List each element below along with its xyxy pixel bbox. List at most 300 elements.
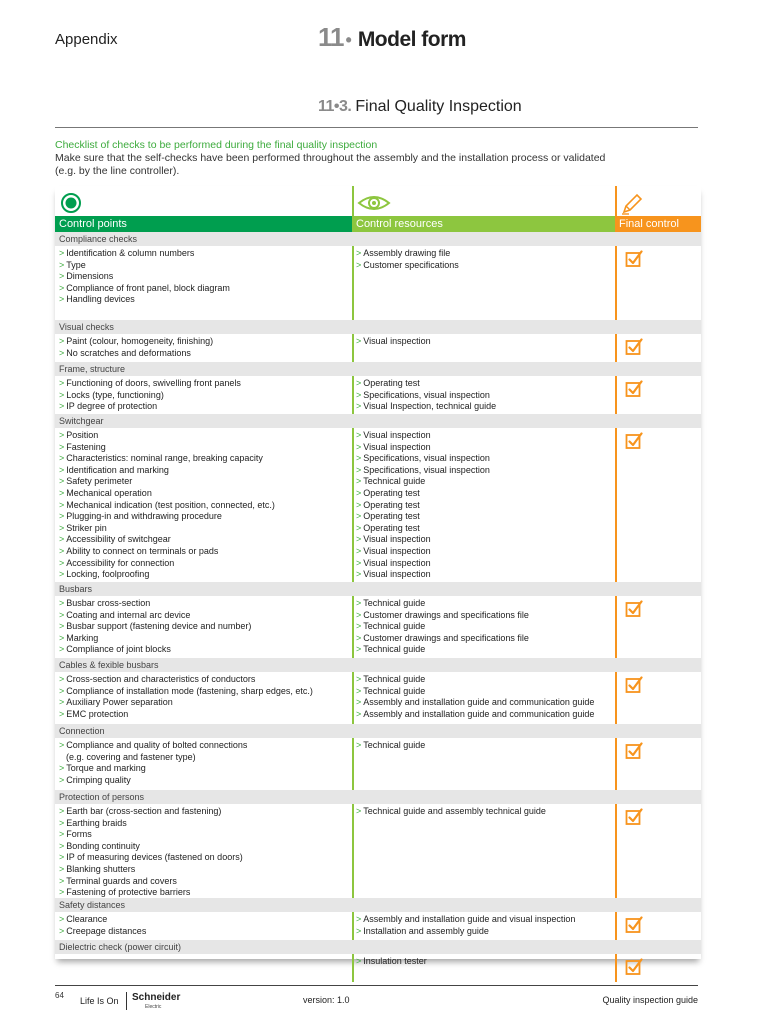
bullet-arrow-icon: > (59, 347, 65, 358)
control-point-item (59, 686, 352, 698)
chapter-dot: • (345, 30, 352, 50)
control-resource-item (356, 500, 615, 512)
table-row (55, 954, 701, 982)
category-header: Cables & fexible busbars (55, 658, 701, 672)
bullet-arrow-icon: > (356, 685, 362, 696)
final-control-cell (615, 376, 701, 414)
control-resource-text: Visual inspection (363, 441, 431, 452)
control-point-item (59, 283, 352, 295)
checkbox-checked-icon[interactable] (625, 250, 701, 272)
final-control-cell (615, 804, 701, 898)
control-resource-item (356, 390, 615, 402)
bullet-arrow-icon: > (59, 817, 65, 828)
control-resource-item (356, 686, 615, 698)
final-control-cell (615, 596, 701, 658)
checkbox-checked-icon[interactable] (625, 742, 701, 764)
bullet-arrow-icon: > (356, 569, 362, 580)
control-point-text: Compliance of joint blocks (66, 644, 171, 655)
control-point-text: Safety perimeter (66, 476, 133, 487)
control-points-cell (55, 376, 352, 414)
control-point-item (59, 806, 352, 818)
control-point-text: Coating and internal arc device (66, 609, 191, 620)
bullet-arrow-icon: > (356, 609, 362, 620)
table-header-row (55, 216, 701, 232)
final-control-cell (615, 246, 701, 320)
bullet-arrow-icon: > (356, 336, 362, 346)
bullet-arrow-icon: > (59, 674, 65, 684)
header-final-control: Final control (615, 216, 701, 232)
bullet-arrow-icon: > (59, 569, 65, 580)
control-resource-text: Installation and assembly guide (363, 925, 489, 936)
control-resource-text: Assembly and installation guide and visual inspection (363, 914, 576, 924)
control-point-text: Paint (colour, homogeneity, finishing) (66, 336, 214, 346)
control-point-text: Earthing braids (66, 817, 127, 828)
control-point-item (59, 523, 352, 535)
control-point-item (59, 488, 352, 500)
bullet-arrow-icon: > (59, 621, 65, 632)
bullet-arrow-icon: > (356, 476, 362, 487)
control-point-item (59, 926, 352, 938)
checkbox-checked-icon[interactable] (625, 338, 701, 360)
bullet-arrow-icon: > (59, 430, 65, 440)
bullet-arrow-icon: > (59, 534, 65, 545)
control-point-item (59, 336, 352, 348)
table-row (55, 376, 701, 414)
table-row (55, 246, 701, 320)
control-point-item (59, 775, 352, 787)
bullet-arrow-icon: > (356, 430, 362, 440)
control-point-item (59, 401, 352, 413)
bullet-arrow-icon: > (356, 499, 362, 510)
control-point-item (59, 610, 352, 622)
control-point-item (59, 442, 352, 454)
control-resource-text: Technical guide (363, 476, 426, 487)
control-resource-item (356, 378, 615, 390)
control-point-item (59, 852, 352, 864)
control-resource-item (356, 442, 615, 454)
bullet-arrow-icon: > (59, 282, 65, 293)
control-resource-text: Specifications, visual inspection (363, 453, 490, 464)
control-resource-text: Visual Inspection, technical guide (363, 401, 497, 412)
final-control-cell (615, 738, 701, 790)
checkbox-checked-icon[interactable] (625, 958, 701, 980)
control-resource-item (356, 740, 615, 752)
control-resource-item (356, 336, 615, 348)
control-point-item (59, 534, 352, 546)
icon-row (55, 186, 701, 216)
bullet-arrow-icon: > (59, 401, 65, 412)
control-resource-item (356, 610, 615, 622)
bullet-arrow-icon: > (59, 609, 65, 620)
control-point-item (59, 248, 352, 260)
control-point-text: Busbar cross-section (66, 598, 151, 608)
category-header: Safety distances (55, 898, 701, 912)
checkbox-checked-icon[interactable] (625, 380, 701, 402)
checkbox-checked-icon[interactable] (625, 676, 701, 698)
control-resources-icon-cell (352, 186, 615, 216)
control-resource-item (356, 488, 615, 500)
control-point-item (59, 674, 352, 686)
control-resource-item (356, 453, 615, 465)
bullet-arrow-icon: > (59, 887, 65, 898)
bullet-arrow-icon: > (356, 674, 362, 684)
control-point-text: Striker pin (66, 522, 107, 533)
table-row (55, 334, 701, 362)
category-header: Compliance checks (55, 232, 701, 246)
control-point-text: Marking (66, 632, 99, 643)
control-resource-item (356, 914, 615, 926)
control-resource-item (356, 697, 615, 709)
control-point-item (59, 752, 352, 764)
control-resource-item (356, 598, 615, 610)
control-point-text: Locks (type, functioning) (66, 389, 164, 400)
control-resource-item (356, 806, 615, 818)
bullet-arrow-icon: > (59, 487, 65, 498)
bullet-arrow-icon: > (356, 708, 362, 719)
control-resource-item (356, 674, 615, 686)
category-header: Busbars (55, 582, 701, 596)
category-header: Protection of persons (55, 790, 701, 804)
control-resource-text: Visual inspection (363, 534, 431, 545)
bullet-arrow-icon: > (59, 840, 65, 851)
control-point-text: IP of measuring devices (fastened on doors) (66, 852, 243, 863)
final-control-icon-cell (615, 186, 701, 216)
bullet-arrow-icon: > (356, 956, 362, 966)
brand-logo: Schneider (132, 992, 181, 1003)
control-resource-item (356, 260, 615, 272)
control-resource-item (356, 248, 615, 260)
intro-body-line1: Make sure that the self-checks have been performed throughout the assembly and the installation process or validated (55, 152, 606, 164)
control-point-item (59, 697, 352, 709)
control-resource-text: Technical guide (363, 598, 426, 608)
control-points-cell (55, 334, 352, 362)
bullet-arrow-icon: > (59, 259, 65, 270)
checkbox-checked-icon[interactable] (625, 916, 701, 938)
bullet-arrow-icon: > (356, 511, 362, 522)
control-point-text: Mechanical operation (66, 487, 152, 498)
bullet-arrow-icon: > (59, 914, 65, 924)
control-point-item (59, 348, 352, 360)
control-point-item (59, 763, 352, 775)
bullet-arrow-icon: > (59, 708, 65, 719)
control-point-text: Identification and marking (66, 464, 169, 475)
control-point-text: Clearance (66, 914, 108, 924)
control-resources-cell (352, 428, 615, 582)
control-resource-item (356, 430, 615, 442)
control-point-item (59, 511, 352, 523)
control-point-text: Characteristics: nominal range, breaking capacity (66, 453, 263, 464)
final-control-cell (615, 954, 701, 982)
bullet-arrow-icon: > (356, 248, 362, 258)
control-point-item (59, 644, 352, 656)
control-resources-cell (352, 334, 615, 362)
control-resource-text: Customer drawings and specifications file (363, 632, 529, 643)
control-points-cell (55, 596, 352, 658)
bullet-arrow-icon: > (59, 271, 65, 282)
bullet-arrow-icon: > (59, 925, 65, 936)
control-resource-text: Technical guide (363, 685, 426, 696)
checkbox-checked-icon[interactable] (625, 600, 701, 622)
bullet-arrow-icon: > (356, 545, 362, 556)
bullet-arrow-icon: > (59, 774, 65, 785)
bullet-arrow-icon: > (356, 389, 362, 400)
control-point-text: Forms (66, 829, 92, 840)
control-resource-item (356, 476, 615, 488)
guide-title: Quality inspection guide (602, 995, 698, 1005)
chapter-name: Model form (357, 28, 466, 51)
control-resource-item (356, 546, 615, 558)
bullet-arrow-icon: > (59, 852, 65, 863)
bullet-arrow-icon: > (356, 925, 362, 936)
control-resource-text: Visual inspection (363, 336, 431, 346)
header-control-points: Control points (55, 216, 352, 232)
control-resource-text: Customer specifications (363, 259, 459, 270)
control-resource-item (356, 956, 615, 968)
table-row (55, 596, 701, 658)
control-point-text: Ability to connect on terminals or pads (66, 545, 219, 556)
control-point-item (59, 876, 352, 888)
control-resources-cell (352, 596, 615, 658)
bullet-arrow-icon: > (59, 453, 65, 464)
control-resource-item (356, 644, 615, 656)
bullet-arrow-icon: > (59, 829, 65, 840)
control-point-text: Blanking shutters (66, 863, 136, 874)
control-point-text: Locking, foolproofing (66, 569, 150, 580)
bullet-arrow-icon: > (59, 511, 65, 522)
bullet-arrow-icon: > (59, 545, 65, 556)
control-point-item (59, 864, 352, 876)
bullet-arrow-icon: > (59, 248, 65, 258)
control-point-item (59, 378, 352, 390)
header-divider (55, 127, 698, 128)
bullet-arrow-icon: > (59, 644, 65, 655)
control-resource-item (356, 401, 615, 413)
control-point-text: Cross-section and characteristics of conductors (66, 674, 256, 684)
control-resource-item (356, 926, 615, 938)
control-point-text: EMC protection (66, 708, 129, 719)
control-point-text: Plugging-in and withdrawing procedure (66, 511, 222, 522)
bullet-arrow-icon: > (59, 378, 65, 388)
control-point-item (59, 430, 352, 442)
bullet-arrow-icon: > (59, 557, 65, 568)
table-row (55, 804, 701, 898)
control-point-text: Position (66, 430, 99, 440)
control-resource-text: Operating test (363, 378, 420, 388)
control-resource-text: Technical guide (363, 740, 426, 750)
control-point-item (59, 558, 352, 570)
bullet-arrow-icon: > (356, 401, 362, 412)
control-resource-item (356, 534, 615, 546)
bullet-arrow-icon: > (59, 336, 65, 346)
control-resource-text: Specifications, visual inspection (363, 389, 490, 400)
control-point-item (59, 633, 352, 645)
intro-green-line: Checklist of checks to be performed during the final quality inspection (55, 139, 378, 151)
control-point-text: Compliance of installation mode (fastening, sharp edges, etc.) (66, 685, 313, 696)
final-control-cell (615, 912, 701, 940)
subsection-title (318, 98, 522, 116)
bullet-arrow-icon: > (59, 763, 65, 774)
control-point-text: Creepage distances (66, 925, 147, 936)
intro-body-line2: (e.g. by the line controller). (55, 165, 180, 177)
subsection-number: 11•3. (318, 98, 352, 115)
control-point-text: IP degree of protection (66, 401, 158, 412)
control-resources-cell (352, 246, 615, 320)
section-label: Appendix (55, 31, 118, 48)
control-point-text: Earth bar (cross-section and fastening) (66, 806, 222, 816)
checkbox-checked-icon[interactable] (625, 432, 701, 454)
bullet-arrow-icon: > (356, 632, 362, 643)
control-resource-item (356, 558, 615, 570)
bullet-arrow-icon: > (356, 441, 362, 452)
control-resource-text: Customer drawings and specifications file (363, 609, 529, 620)
control-resource-text: Visual inspection (363, 557, 431, 568)
bullet-arrow-icon: > (59, 499, 65, 510)
bullet-arrow-icon: > (356, 806, 362, 816)
control-resource-item (356, 523, 615, 535)
control-point-text: Identification & column numbers (66, 248, 195, 258)
control-resource-text: Insulation tester (363, 956, 427, 966)
control-point-item (59, 829, 352, 841)
control-point-text: Fastening (66, 441, 106, 452)
bullet-arrow-icon: > (59, 863, 65, 874)
control-points-cell (55, 738, 352, 790)
bullet-arrow-icon: > (59, 476, 65, 487)
control-resource-item (356, 709, 615, 721)
bullet-arrow-icon: > (59, 464, 65, 475)
pen-icon (620, 192, 644, 216)
bullet-arrow-icon: > (356, 557, 362, 568)
control-resource-text: Assembly drawing file (363, 248, 451, 258)
control-points-cell (55, 954, 352, 982)
control-point-text: Accessibility of switchgear (66, 534, 171, 545)
table-row (55, 428, 701, 582)
control-point-text: Torque and marking (66, 763, 146, 774)
intro-text (55, 139, 695, 178)
control-point-item (59, 709, 352, 721)
control-point-text: Compliance of front panel, block diagram (66, 282, 230, 293)
footer-divider (55, 985, 698, 986)
bullet-arrow-icon: > (356, 522, 362, 533)
control-point-text: No scratches and deformations (66, 347, 191, 358)
control-point-item (59, 294, 352, 306)
bullet-arrow-icon: > (356, 534, 362, 545)
target-icon (60, 192, 82, 214)
control-point-item (59, 390, 352, 402)
control-resource-text: Visual inspection (363, 569, 431, 580)
bullet-arrow-icon: > (356, 487, 362, 498)
control-point-item (59, 271, 352, 283)
control-resource-text: Technical guide (363, 621, 426, 632)
control-point-text: Mechanical indication (test position, connected, etc.) (66, 499, 275, 510)
bullet-arrow-icon: > (59, 441, 65, 452)
control-point-text: Compliance and quality of bolted connections (66, 740, 248, 750)
control-point-text: Auxiliary Power separation (66, 697, 173, 708)
table-row (55, 672, 701, 724)
bullet-arrow-icon: > (356, 598, 362, 608)
checklist-table (55, 186, 701, 966)
category-header: Dielectric check (power circuit) (55, 940, 701, 954)
control-resource-item (356, 633, 615, 645)
control-points-cell (55, 428, 352, 582)
control-point-text: Terminal guards and covers (66, 875, 177, 886)
control-resource-text: Assembly and installation guide and communication guide (363, 708, 595, 719)
control-resource-item (356, 511, 615, 523)
control-resource-text: Technical guide (363, 644, 426, 655)
bullet-arrow-icon: > (356, 453, 362, 464)
control-point-item (59, 569, 352, 581)
control-resource-item (356, 465, 615, 477)
control-point-text: Busbar support (fastening device and number) (66, 621, 252, 632)
control-point-text: Fastening of protective barriers (66, 887, 191, 898)
control-resources-cell (352, 912, 615, 940)
control-resource-text: Visual inspection (363, 430, 431, 440)
bullet-arrow-icon: > (59, 740, 65, 750)
control-resource-text: Operating test (363, 499, 420, 510)
control-point-text: Crimping quality (66, 774, 131, 785)
control-resource-text: Technical guide (363, 674, 426, 684)
control-point-item (59, 740, 352, 752)
bullet-arrow-icon: > (59, 632, 65, 643)
bullet-arrow-icon: > (356, 914, 362, 924)
category-header: Connection (55, 724, 701, 738)
bullet-arrow-icon: > (356, 259, 362, 270)
bullet-arrow-icon (59, 752, 64, 762)
category-header: Switchgear (55, 414, 701, 428)
control-point-text: Accessibility for connection (66, 557, 175, 568)
page-number: 64 (55, 991, 64, 1000)
control-point-text: Functioning of doors, swivelling front panels (66, 378, 241, 388)
control-point-item (59, 260, 352, 272)
bullet-arrow-icon: > (356, 378, 362, 388)
control-point-text: Handling devices (66, 294, 135, 305)
control-resource-item (356, 569, 615, 581)
control-resource-text: Assembly and installation guide and communication guide (363, 697, 595, 708)
control-resources-cell (352, 804, 615, 898)
control-point-text: Bonding continuity (66, 840, 140, 851)
chapter-title (318, 22, 466, 53)
bullet-arrow-icon: > (356, 621, 362, 632)
control-resource-text: Technical guide and assembly technical guide (363, 806, 546, 816)
control-points-cell (55, 672, 352, 724)
control-resource-text: Visual inspection (363, 545, 431, 556)
bullet-arrow-icon: > (59, 875, 65, 886)
category-header: Frame, structure (55, 362, 701, 376)
table-row (55, 912, 701, 940)
bullet-arrow-icon: > (356, 697, 362, 708)
control-point-item (59, 476, 352, 488)
subsection-name: Final Quality Inspection (355, 98, 522, 115)
control-resource-item (356, 621, 615, 633)
bullet-arrow-icon: > (59, 294, 65, 305)
final-control-cell (615, 334, 701, 362)
bullet-arrow-icon: > (59, 685, 65, 696)
control-point-item (59, 465, 352, 477)
control-point-item (59, 818, 352, 830)
control-point-item (59, 621, 352, 633)
control-resources-cell (352, 376, 615, 414)
control-point-item (59, 546, 352, 558)
header-control-resources: Control resources (352, 216, 615, 232)
checkbox-checked-icon[interactable] (625, 808, 701, 830)
chapter-number: 11 (318, 22, 344, 52)
control-points-icon-cell (55, 186, 352, 216)
table-body (55, 232, 701, 982)
control-point-text: (e.g. covering and fastener type) (66, 751, 196, 762)
bullet-arrow-icon: > (356, 464, 362, 475)
control-point-item (59, 841, 352, 853)
bullet-arrow-icon: > (59, 697, 65, 708)
control-resources-cell (352, 954, 615, 982)
